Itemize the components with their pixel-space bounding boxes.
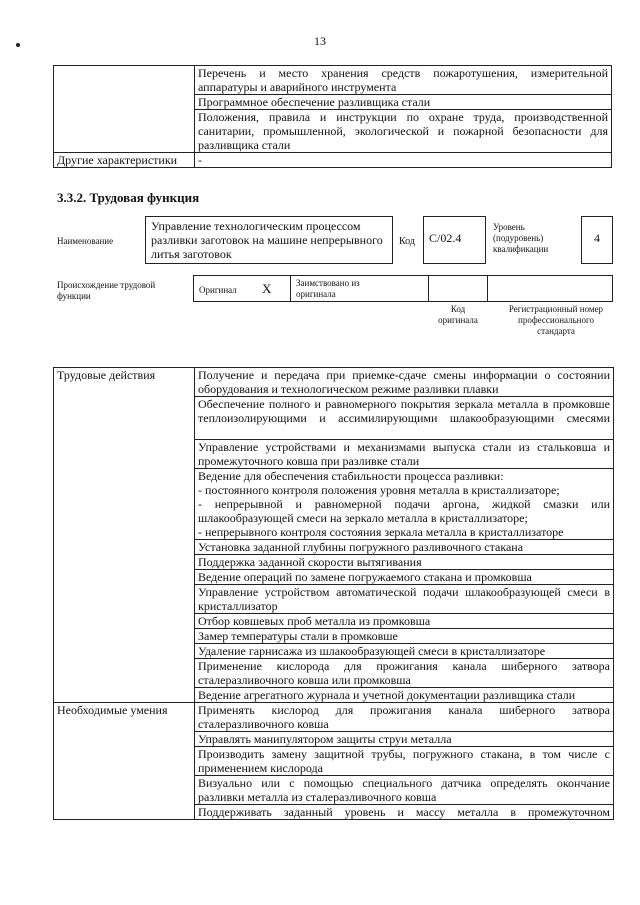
caption-original-code: Код оригинала: [438, 304, 478, 325]
list-item: Программное обеспечение разливщика стали: [195, 95, 612, 110]
level-value: 4: [581, 216, 613, 264]
original-label: Оригинал: [199, 285, 237, 295]
table-row: [54, 703, 614, 732]
table-row: [54, 368, 614, 397]
list-item: Поддерживать заданный уровень и массу металла в промежуточном: [195, 805, 614, 820]
list-item: Ведение для обеспечения стабильности процесса разливки: - постоянного контроля положения уровня металла в кристаллизаторе; - непрерывной и равномерной подачи аргона, жидкой смазки или шлакообразующей смеси на зеркало металла в кристаллизаторе; - непрерывного контроля состояния зеркала металла в кристаллизаторе: [195, 469, 614, 540]
level-label: Уровень (подуровень) квалификации: [493, 222, 549, 254]
other-characteristics-label: Другие характеристики: [54, 153, 195, 168]
list-item: Управление устройствами и механизмами выпуска стали из стальковша и промежуточного ковша при разливке стали: [195, 440, 614, 469]
list-item: Применять кислород для прожигания канала шиберного затвора сталеразливочного ковша: [195, 703, 614, 732]
original-mark: Х: [262, 281, 272, 296]
labor-function-table: [53, 367, 614, 820]
code-label: Код: [399, 236, 415, 247]
list-item: Установка заданной глубины погружного разливочного стакана: [195, 540, 614, 555]
labor-actions-label: Трудовые действия: [54, 368, 195, 703]
list-item: Отбор ковшевых проб металла из промковша: [195, 614, 614, 629]
borrowed-label: Заимствовано из оригинала: [296, 278, 360, 299]
list-item: Управлять манипулятором защиты струи металла: [195, 732, 614, 747]
list-item: Перечень и место хранения средств пожаротушения, измерительной аппаратуры и аварийного инструмента: [195, 66, 612, 95]
code-value: С/02.4: [423, 216, 486, 264]
list-item: Ведение операций по замене погружаемого стакана и промковша: [195, 570, 614, 585]
list-item: Получение и передача при приемке-сдаче смены информации о состоянии оборудования и технологическом режиме разливки плавки: [195, 368, 614, 397]
list-item: Замер температуры стали в промковше: [195, 629, 614, 644]
caption-registration-number: Регистрационный номер профессионального стандарта: [508, 304, 604, 336]
list-item: Визуально или с помощью специального датчика определять окончание разливки металла из сталеразливочного ковша: [195, 776, 614, 805]
list-item: Ведение агрегатного журнала и учетной документации разливщика стали: [195, 688, 614, 703]
other-characteristics-value: -: [195, 153, 612, 168]
section-title: 3.3.2. Трудовая функция: [57, 190, 200, 205]
function-name: Управление технологическим процессом разливки заготовок на машине непрерывного литья заготовок: [145, 216, 393, 264]
name-label: Наименование: [57, 236, 114, 246]
skills-label: Необходимые умения: [54, 703, 195, 820]
list-item: Удаление гарнисажа из шлакообразующей смеси в кристаллизаторе: [195, 644, 614, 659]
list-item: Обеспечение полного и равномерного покрытия зеркала металла в промковше теплоизолирующими и ассимилирующими шлакообразующими смесями: [195, 397, 614, 440]
list-item: Производить замену защитной трубы, погружного стакана, в том числе с применением кислорода: [195, 747, 614, 776]
table-row: [54, 153, 612, 168]
list-item: Управление устройством автоматической подачи шлакообразующей смеси в кристаллизатор: [195, 585, 614, 614]
list-item: Положения, правила и инструкции по охране труда, производственной санитарии, промышленной, экологической и пожарной безопасности для разливщика стали: [195, 110, 612, 153]
knowledge-table: [53, 65, 612, 168]
table-row: [54, 66, 612, 95]
page-number: 13: [314, 34, 326, 48]
origin-label: Происхождение трудовой функции: [57, 280, 156, 301]
list-item: Применение кислорода для прожигания канала шиберного затвора сталеразливочного ковша или промковша: [195, 659, 614, 688]
list-item: Поддержка заданной скорости вытягивания: [195, 555, 614, 570]
